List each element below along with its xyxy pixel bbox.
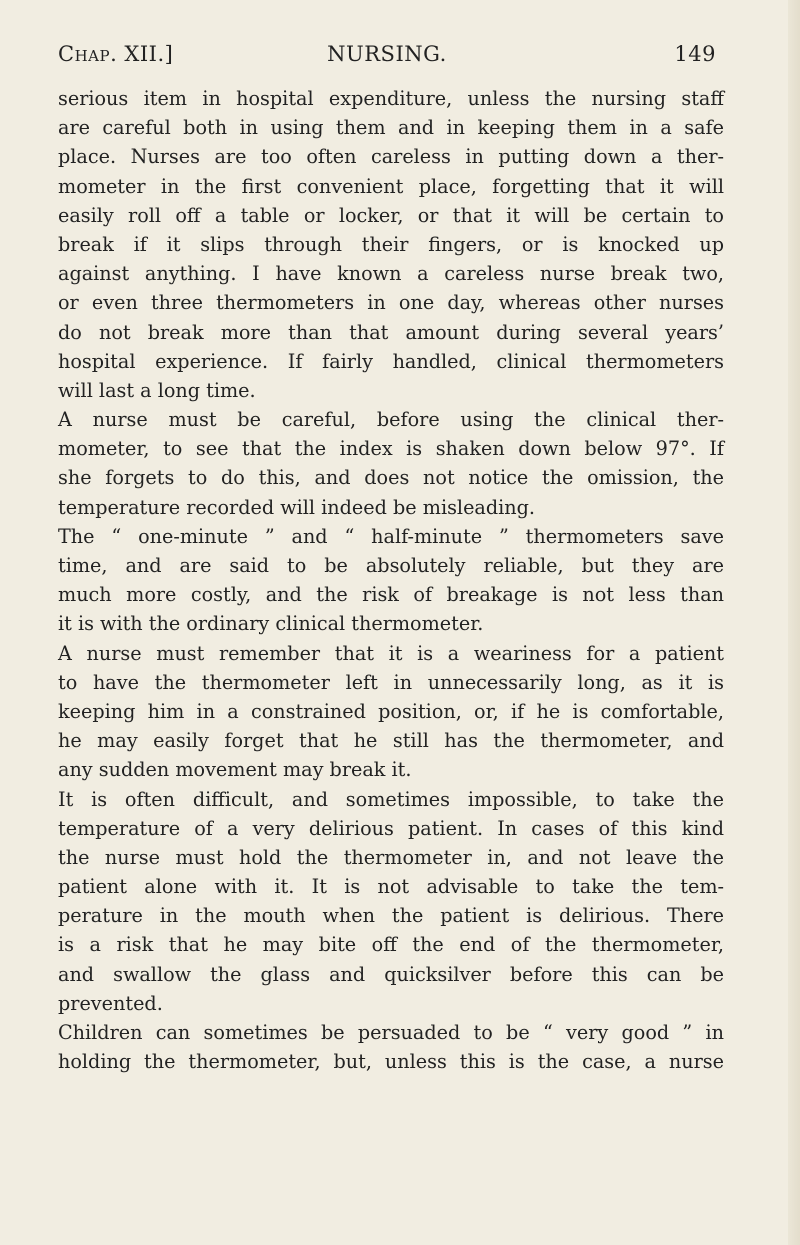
text-line: he may easily forget that he still has the thermometer, and [58, 729, 724, 753]
text-line: do not break more than that amount during several years’ [58, 320, 724, 344]
text-line: mometer, to see that the index is shaken down below 97°. If [58, 437, 724, 461]
text-line: she forgets to do this, and does not notice the omission, the [58, 466, 724, 490]
text-line: break if it slips through their fingers, or is knocked up [58, 232, 724, 256]
chapter-label: Chap. XII.] [58, 42, 174, 66]
text-line: any sudden movement may break it. [58, 758, 412, 782]
text-line: are careful both in using them and in keeping them in a safe [58, 116, 724, 140]
body-text [58, 84, 724, 1076]
text-line: much more costly, and the risk of breakage is not less than [58, 583, 724, 607]
text-line: the nurse must hold the thermometer in, and not leave the [58, 845, 724, 869]
text-line: A nurse must remember that it is a weariness for a patient [58, 641, 724, 665]
text-line: is a risk that he may bite off the end of the thermometer, [58, 933, 724, 957]
text-line: The “ one-minute ” and “ half-minute ” thermometers save [58, 524, 724, 548]
text-line: It is often difficult, and sometimes impossible, to take the [58, 787, 724, 811]
text-line: to have the thermometer left in unnecessarily long, as it is [58, 670, 724, 694]
text-line: temperature recorded will indeed be misleading. [58, 495, 536, 519]
text-line: A nurse must be careful, before using the clinical ther- [58, 408, 724, 432]
text-line: patient alone with it. It is not advisable to take the tem- [58, 875, 724, 899]
running-head [58, 42, 716, 78]
text-line: hospital experience. If fairly handled, clinical thermometers [58, 349, 724, 373]
text-line: keeping him in a constrained position, or, if he is comfortable, [58, 699, 724, 723]
page-number: 149 [674, 42, 716, 66]
text-line: perature in the mouth when the patient is delirious. There [58, 904, 724, 928]
text-line: it is with the ordinary clinical thermometer. [58, 612, 484, 636]
running-title: NURSING. [327, 42, 447, 66]
text-line: Children can sometimes be persuaded to be “ very good ” in [58, 1021, 724, 1044]
text-line: place. Nurses are too often careless in putting down a ther- [58, 145, 724, 169]
text-line: easily roll off a table or locker, or that it will be certain to [58, 203, 724, 227]
text-line: time, and are said to be absolutely reliable, but they are [58, 554, 724, 577]
text-line: or even three thermometers in one day, whereas other nurses [58, 291, 724, 315]
text-line: against anything. I have known a careless nurse break two, [58, 262, 724, 286]
text-line: temperature of a very delirious patient. In cases of this kind [58, 816, 724, 840]
text-line: serious item in hospital expenditure, unless the nursing staff [58, 87, 724, 110]
page-edge [788, 0, 800, 1245]
text-line: and swallow the glass and quicksilver before this can be [58, 962, 724, 986]
text-line: mometer in the first convenient place, forgetting that it will [58, 174, 724, 198]
text-line: holding the thermometer, but, unless this is the case, a nurse [58, 1050, 724, 1074]
text-line: prevented. [58, 991, 163, 1015]
text-line: will last a long time. [58, 378, 256, 402]
